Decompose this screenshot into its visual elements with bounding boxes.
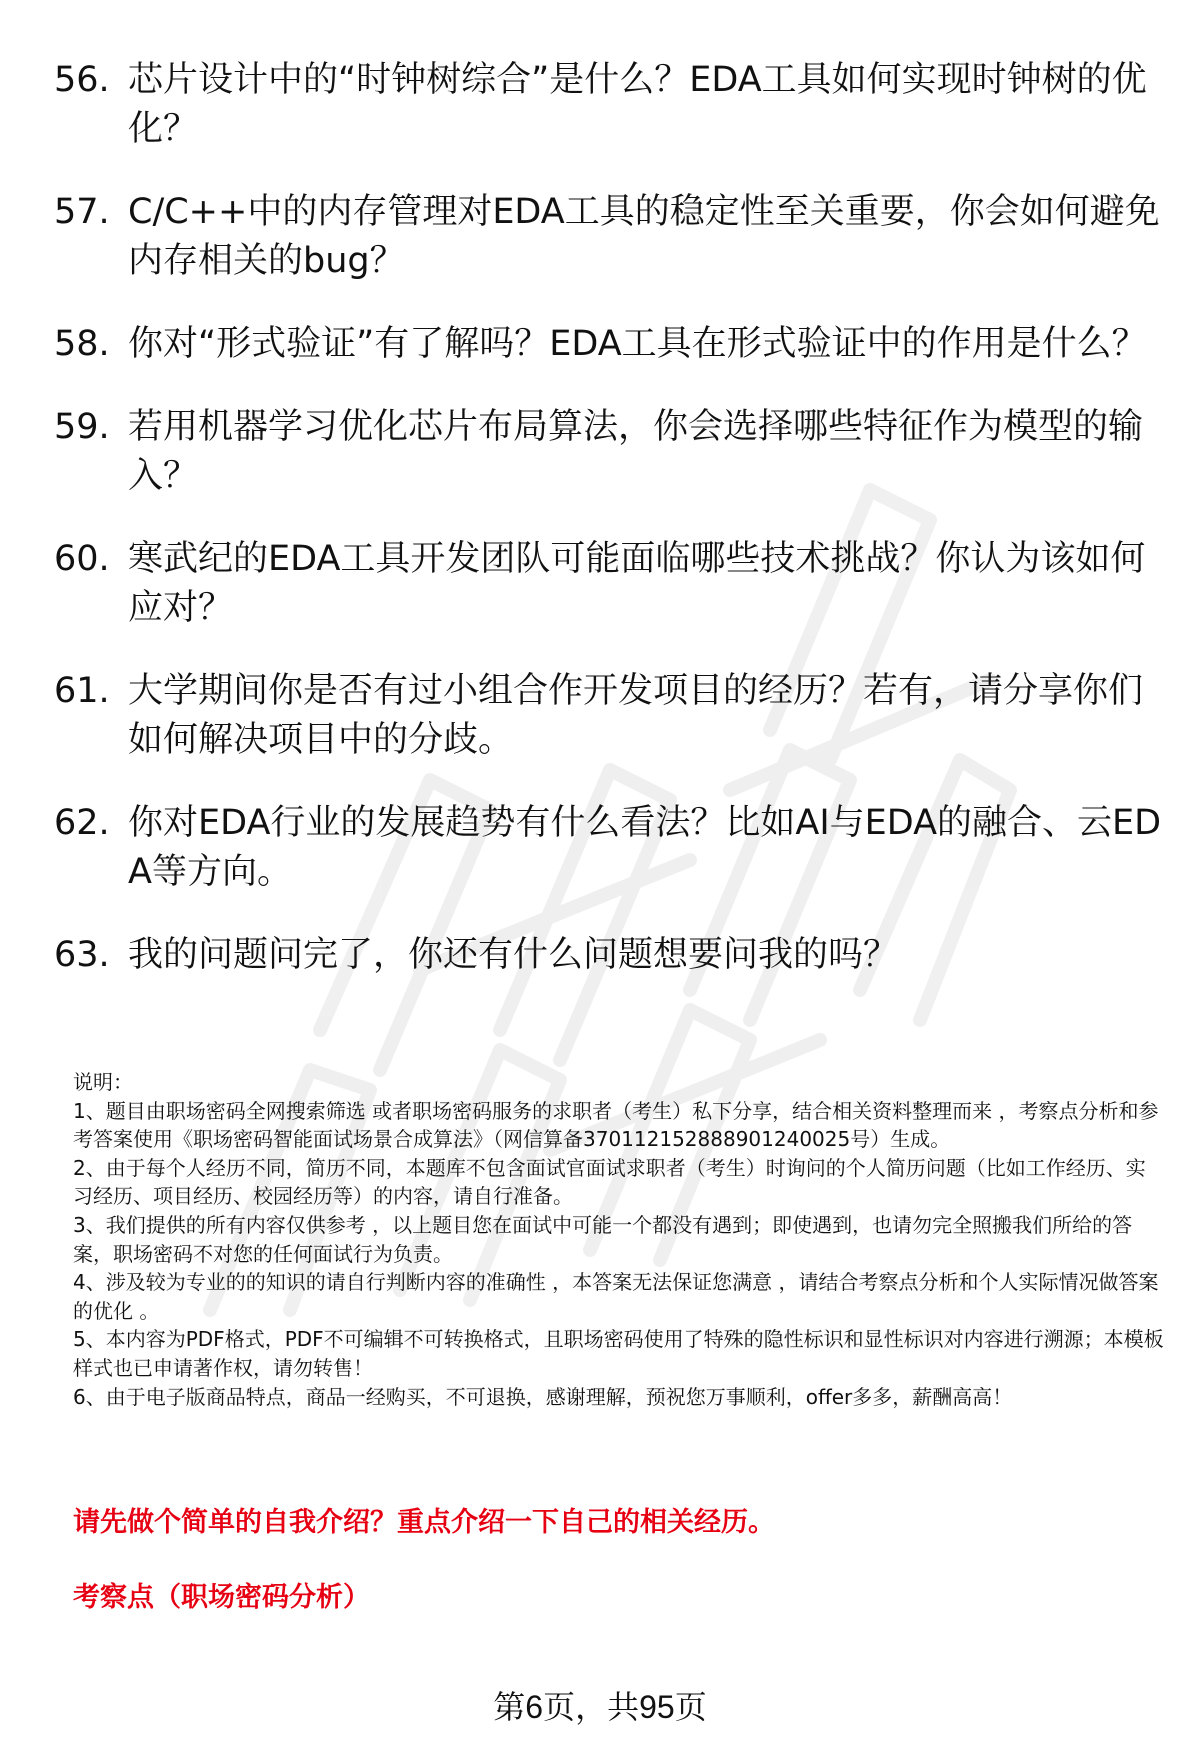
highlight-question: 请先做个简单的自我介绍？重点介绍一下自己的相关经历。 bbox=[73, 1507, 775, 1538]
question-text: 你对“形式验证”有了解吗？EDA工具在形式验证中的作用是什么？ bbox=[128, 324, 1147, 364]
question-number: 60. bbox=[54, 539, 110, 579]
question-text: 若用机器学习优化芯片布局算法，你会选择哪些特征作为模型的输入？ bbox=[128, 407, 1144, 496]
question-item bbox=[54, 667, 1164, 765]
note-item: 3、我们提供的所有内容仅供参考 ，以上题目您在面试中可能一个都没有遇到；即使遇到，也请勿完全照搬我们所给的答案，职场密码不对您的任何面试行为负责。 bbox=[73, 1212, 1133, 1266]
question-number: 63. bbox=[54, 935, 110, 975]
disclaimer-notes bbox=[73, 1068, 1165, 1411]
question-text: 芯片设计中的“时钟树综合”是什么？EDA工具如何实现时钟树的优化？ bbox=[128, 60, 1147, 149]
question-item bbox=[54, 188, 1164, 286]
question-number: 59. bbox=[54, 407, 110, 447]
question-item bbox=[54, 799, 1164, 897]
question-number: 62. bbox=[54, 803, 110, 843]
question-number: 56. bbox=[54, 60, 110, 100]
question-list bbox=[54, 56, 1164, 1014]
note-item: 1、题目由职场密码全网搜索筛选 或者职场密码服务的求职者（考生）私下分享，结合相关资料整理而来 ，考察点分析和参考答案使用《职场密码智能面试场景合成算法》（网信算备370112152888901240025号）生成。 bbox=[73, 1098, 1159, 1152]
question-item bbox=[54, 535, 1164, 633]
analysis-heading: 考察点（职场密码分析） bbox=[73, 1582, 370, 1613]
question-number: 57. bbox=[54, 192, 110, 232]
question-item bbox=[54, 403, 1164, 501]
note-item: 2、由于每个人经历不同，简历不同，本题库不包含面试官面试求职者（考生）时询问的个人简历问题（比如工作经历、实习经历、项目经历、校园经历等）的内容，请自行准备。 bbox=[73, 1155, 1146, 1209]
question-item bbox=[54, 56, 1164, 154]
question-item bbox=[54, 931, 1164, 980]
question-number: 61. bbox=[54, 671, 110, 711]
note-item: 5、本内容为PDF格式，PDF不可编辑不可转换格式，且职场密码使用了特殊的隐性标识和显性标识对内容进行溯源；本模板样式也已申请著作权，请勿转售！ bbox=[73, 1327, 1164, 1380]
question-text: 寒武纪的EDA工具开发团队可能面临哪些技术挑战？你认为该如何应对？ bbox=[128, 539, 1146, 628]
question-item bbox=[54, 320, 1164, 369]
question-text: 你对EDA行业的发展趋势有什么看法？比如AI与EDA的融合、云EDA等方向。 bbox=[128, 803, 1162, 892]
note-item: 6、由于电子版商品特点，商品一经购买，不可退换，感谢理解，预祝您万事顺利，offer多多，薪酬高高！ bbox=[73, 1384, 1013, 1409]
page-number: 第6页，共95页 bbox=[493, 1689, 707, 1725]
question-text: C/C++中的内存管理对EDA工具的稳定性至关重要，你会如何避免内存相关的bug？ bbox=[128, 192, 1160, 281]
notes-title: 说明： bbox=[73, 1070, 133, 1094]
question-number: 58. bbox=[54, 324, 110, 364]
question-text: 我的问题问完了，你还有什么问题想要问我的吗？ bbox=[128, 935, 899, 975]
question-text: 大学期间你是否有过小组合作开发项目的经历？若有，请分享你们如何解决项目中的分歧。 bbox=[128, 671, 1144, 760]
note-item: 4、涉及较为专业的的知识的请自行判断内容的准确性 ，本答案无法保证您满意 ，请结合考察点分析和个人实际情况做答案的优化 。 bbox=[73, 1270, 1159, 1323]
